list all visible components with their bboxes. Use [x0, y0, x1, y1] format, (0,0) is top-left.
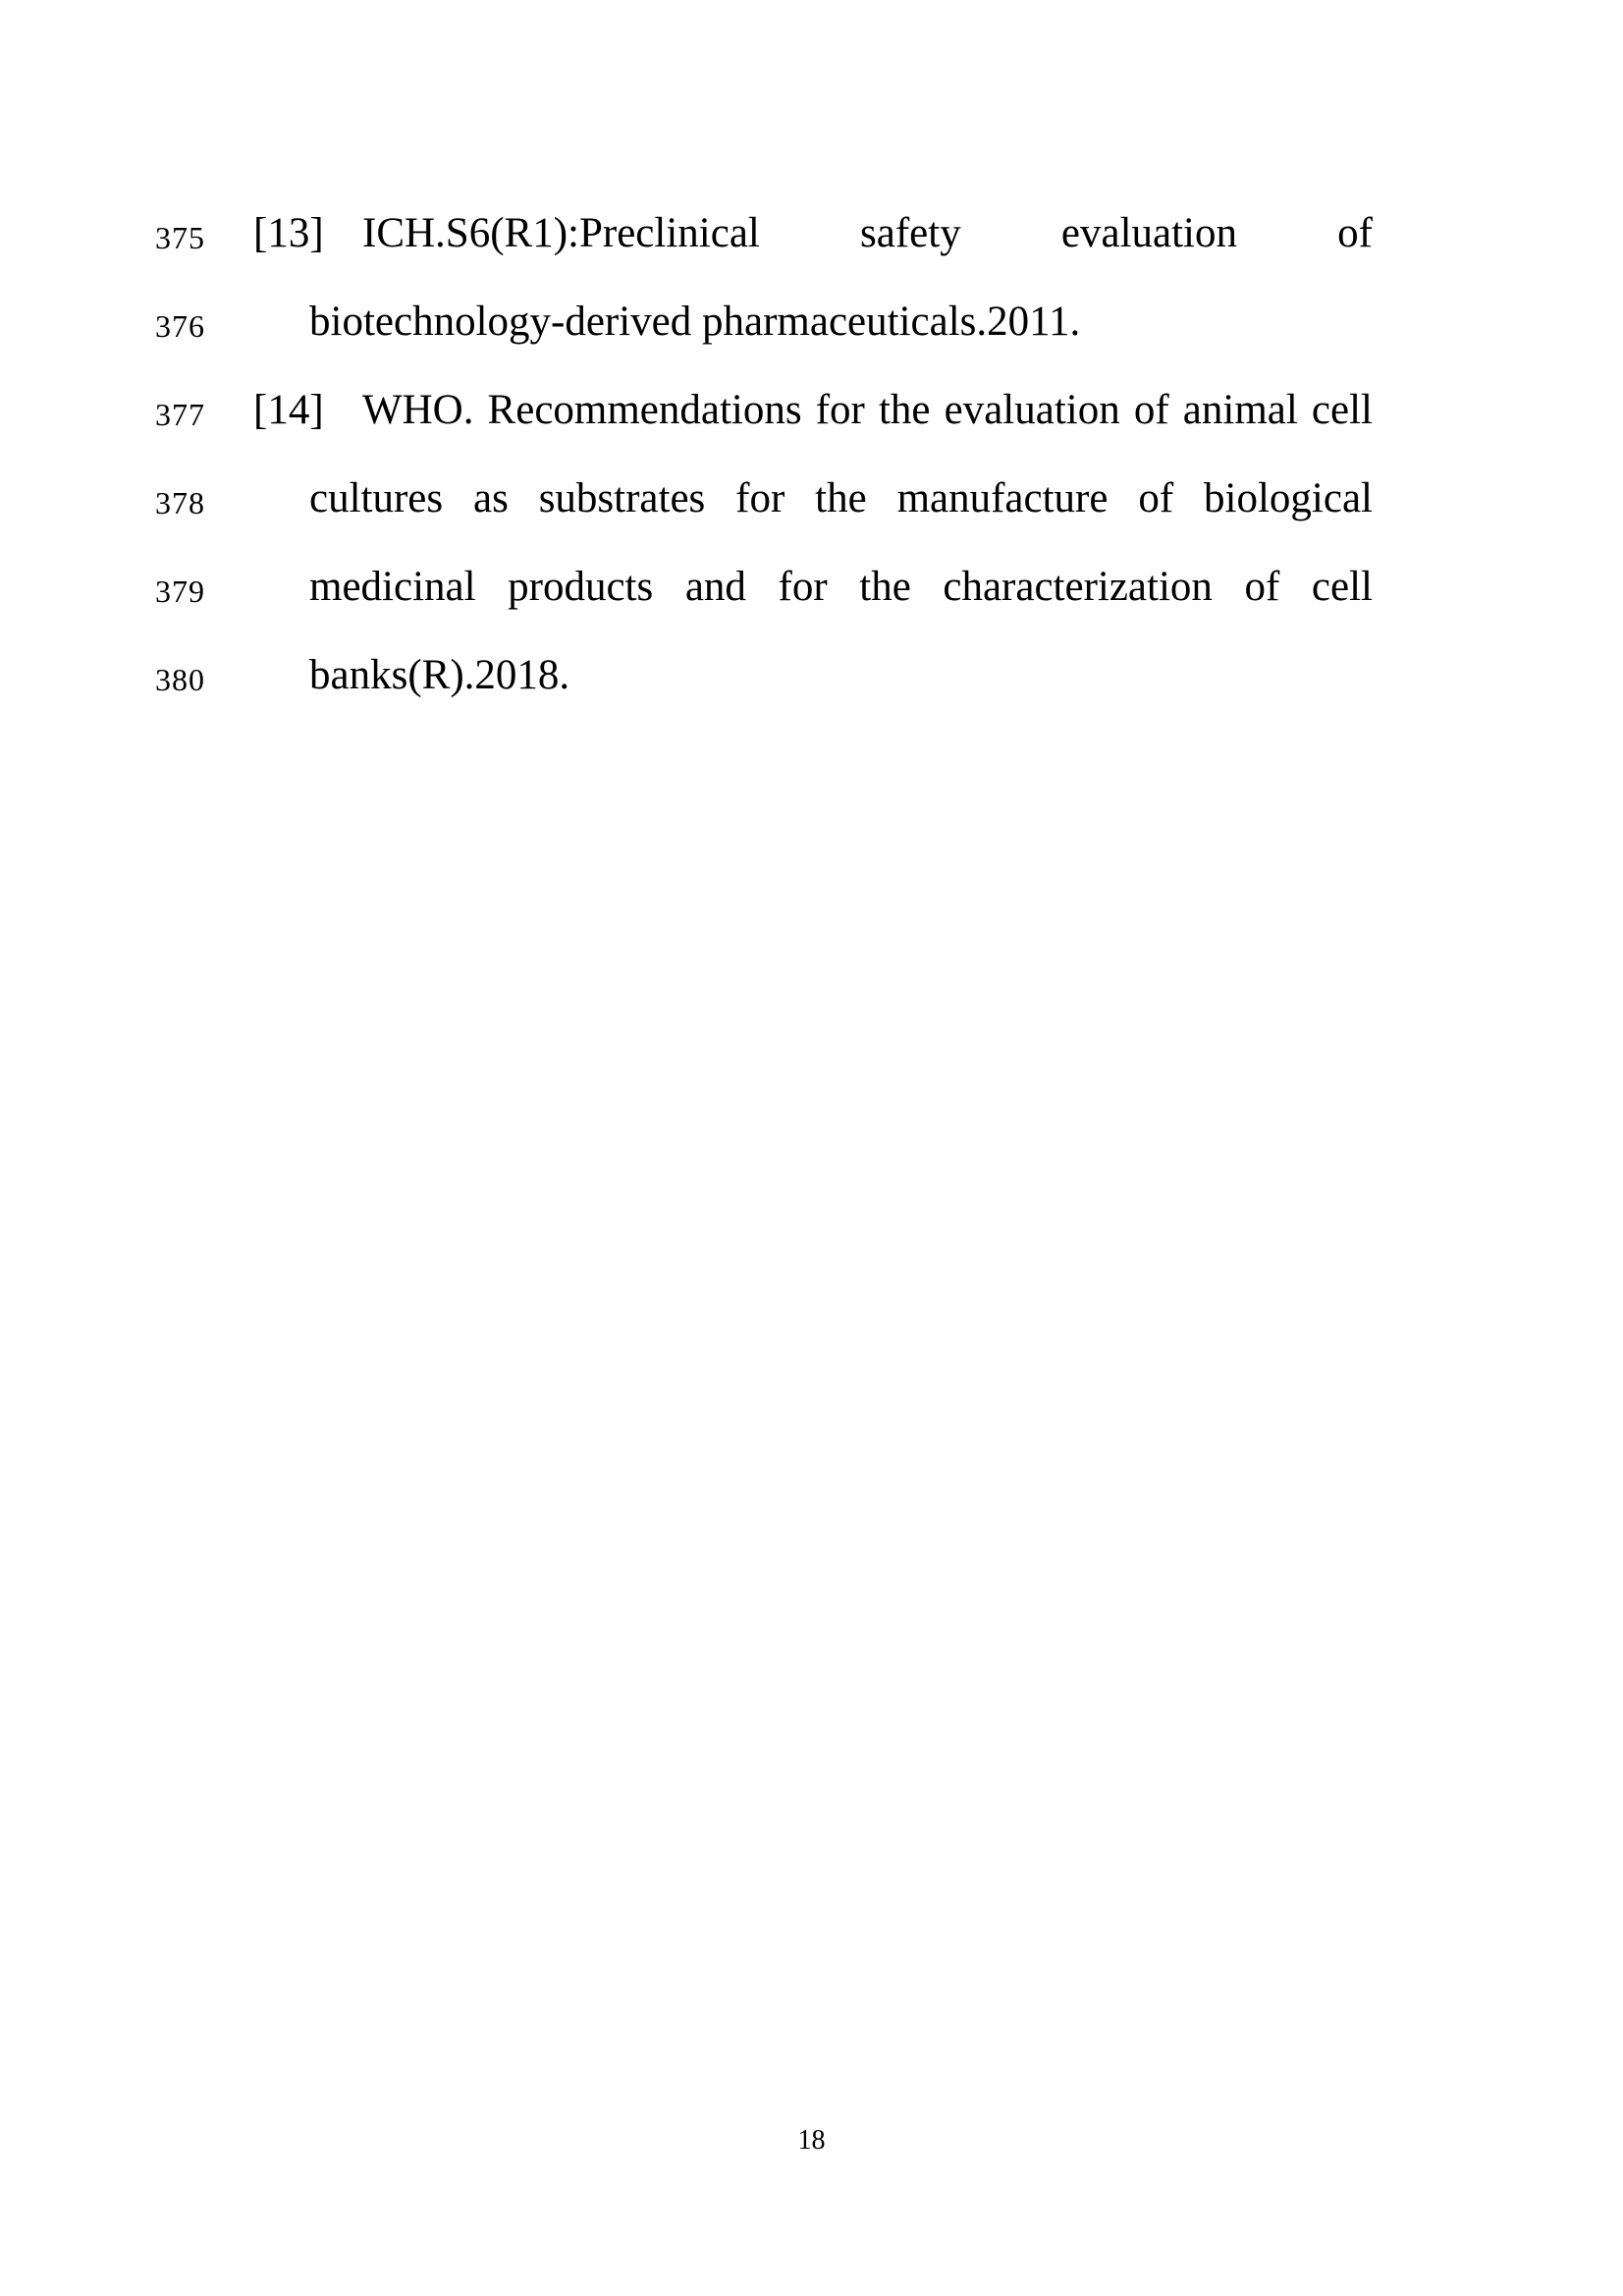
reference-line	[0, 295, 1623, 350]
line-number: 379	[155, 574, 205, 609]
reference-line	[0, 648, 1623, 703]
reference-line	[0, 560, 1623, 615]
line-number: 377	[155, 397, 205, 432]
reference-line	[0, 383, 1623, 438]
line-number: 380	[155, 662, 205, 697]
reference-text: ICH.S6(R1):Preclinical safety evaluation of	[362, 210, 1373, 256]
reference-marker: [14]	[253, 387, 324, 433]
reference-text: banks(R).2018.	[309, 652, 570, 698]
reference-text: cultures as substrates for the manufacture of biological	[309, 475, 1373, 521]
line-number: 378	[155, 485, 205, 520]
reference-text: WHO. Recommendations for the evaluation of animal cell	[362, 387, 1373, 433]
reference-marker: [13]	[253, 210, 324, 256]
reference-line	[0, 206, 1623, 261]
reference-text: biotechnology-derived pharmaceuticals.2011.	[309, 299, 1081, 345]
reference-line	[0, 471, 1623, 526]
line-number: 376	[155, 308, 205, 344]
page-number: 18	[797, 2125, 826, 2156]
reference-text: medicinal products and for the characterization of cell	[309, 564, 1373, 610]
line-number: 375	[155, 220, 205, 255]
